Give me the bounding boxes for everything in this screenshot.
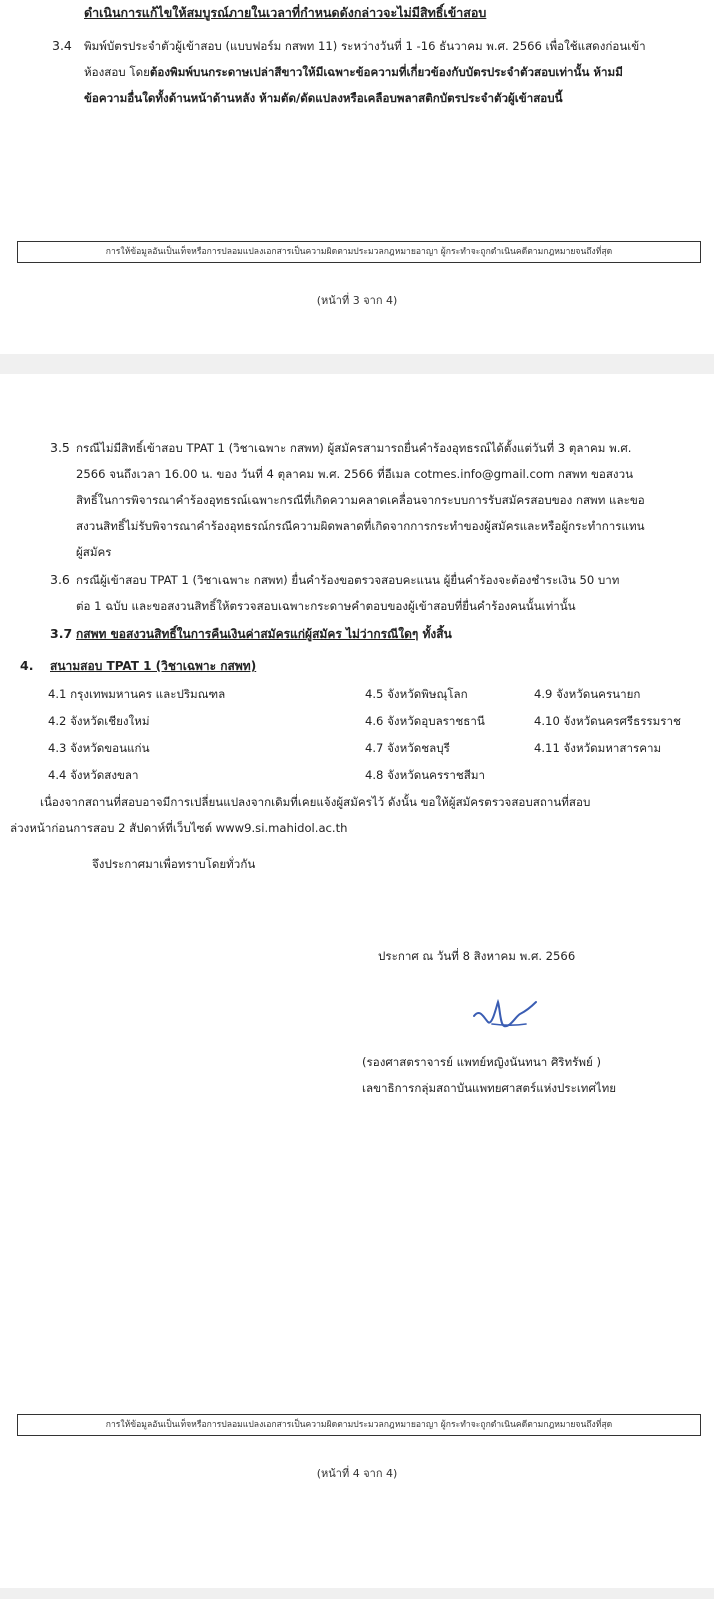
announcement-date: ประกาศ ณ วันที่ 8 สิงหาคม พ.ศ. 2566 [378,949,576,963]
item-3-4-line2-bold: ต้องพิมพ์บนกระดาษเปล่าสีขาวให้มีเฉพาะข้อความที่เกี่ยวข้องกับบัตรประจำตัวสอบเท่านั้น ห้ามมี [149,65,623,79]
document-page-3 [0,0,714,354]
venue-4-6: 4.6 จังหวัดอุบลราชธานี [365,714,485,728]
item-3-7-line [76,624,452,644]
item-3-5-line1: กรณีไม่มีสิทธิ์เข้าสอบ TPAT 1 (วิชาเฉพาะ กสพท) ผู้สมัครสามารถยื่นคำร้องอุทธรณ์ได้ตั้งแต่วันที่ 3 ตุลาคม พ.ศ. [76,441,632,455]
document-page-4 [0,374,714,1588]
item-3-4-line2 [84,62,623,82]
section-4-title: สนามสอบ TPAT 1 (วิชาเฉพาะ กสพท) [50,659,257,673]
section-4-number: 4. [20,658,34,673]
item-3-5-number: 3.5 [50,440,70,455]
item-3-7-number: 3.7 [50,626,73,641]
item-3-4-line1: พิมพ์บัตรประจำตัวผู้เข้าสอบ (แบบฟอร์ม กสพท 11) ระหว่างวันที่ 1 -16 ธันวาคม พ.ศ. 2566 เพื่อใช้แสดงก่อนเข้า [84,39,646,53]
venue-4-5: 4.5 จังหวัดพิษณุโลก [365,687,468,701]
item-3-6-line2: ต่อ 1 ฉบับ และขอสงวนสิทธิ์ให้ตรวจสอบเฉพาะกระดาษคำตอบของผู้เข้าสอบที่ยื่นคำร้องคนนั้นเท่านั้น [76,599,576,613]
page-number: (หน้าที่ 3 จาก 4) [316,294,398,307]
item-3-5-line2: 2566 จนถึงเวลา 16.00 น. ของ วันที่ 4 ตุลาคม พ.ศ. 2566 ที่อีเมล cotmes.info@gmail.com กสพท ขอสงวน [76,467,634,481]
venue-note-line2: ล่วงหน้าก่อนการสอบ 2 สัปดาห์ที่เว็บไซต์ www9.si.mahidol.ac.th [10,821,348,835]
venue-4-1: 4.1 กรุงเทพมหานคร และปริมณฑล [48,687,226,701]
legal-warning-box: การให้ข้อมูลอันเป็นเท็จหรือการปลอมแปลงเอกสารเป็นความผิดตามประมวลกฎหมายอาญา ผู้กระทำจะถูกดำเนินคดีตามกฎหมายจนถึงที่สุด [17,1414,701,1436]
venue-4-3: 4.3 จังหวัดขอนแก่น [48,741,150,755]
item-3-4-line3: ข้อความอื่นใดทั้งด้านหน้าด้านหลัง ห้ามตัด/ดัดแปลงหรือเคลือบพลาสติกบัตรประจำตัวผู้เข้าสอบนี้ [84,91,563,105]
item-3-6-number: 3.6 [50,572,70,587]
page3-top-line: ดำเนินการแก้ไขให้สมบูรณ์ภายในเวลาที่กำหนดดังกล่าวจะไม่มีสิทธิ์เข้าสอบ [84,5,487,20]
venue-4-7: 4.7 จังหวัดชลบุรี [365,741,450,755]
announcement-line: จึงประกาศมาเพื่อทราบโดยทั่วกัน [92,857,256,871]
item-3-5-line4: สงวนสิทธิ์ไม่รับพิจารณาคำร้องอุทธรณ์กรณีความผิดพลาดที่เกิดจากการกระทำของผู้สมัครและหรือผู้กระทำการแทน [76,519,645,533]
item-3-5-line3: สิทธิ์ในการพิจารณาคำร้องอุทธรณ์เฉพาะกรณีที่เกิดความคลาดเคลื่อนจากระบบการรับสมัครสอบของ กสพท และขอ [76,493,645,507]
item-3-7-tail: ทั้งสิ้น [418,627,452,641]
legal-warning-box: การให้ข้อมูลอันเป็นเท็จหรือการปลอมแปลงเอกสารเป็นความผิดตามประมวลกฎหมายอาญา ผู้กระทำจะถูกดำเนินคดีตามกฎหมายจนถึงที่สุด [17,241,701,263]
venue-4-8: 4.8 จังหวัดนครราชสีมา [365,768,486,782]
venue-4-9: 4.9 จังหวัดนครนายก [534,687,641,701]
item-3-5-line5: ผู้สมัคร [76,545,112,559]
signer-name: (รองศาสตราจารย์ แพทย์หญิงนันทนา ศิริทรัพย์ ) [362,1055,602,1069]
venue-note-line1: เนื่องจากสถานที่สอบอาจมีการเปลี่ยนแปลงจากเดิมที่เคยแจ้งผู้สมัครไว้ ดังนั้น ขอให้ผู้สมัครตรวจสอบสถานที่สอบ [40,795,591,809]
item-3-4-line2-plain: ห้องสอบ โดย [84,65,150,79]
venue-4-2: 4.2 จังหวัดเชียงใหม่ [48,714,150,728]
venue-4-4: 4.4 จังหวัดสงขลา [48,768,139,782]
item-3-6-line1: กรณีผู้เข้าสอบ TPAT 1 (วิชาเฉพาะ กสพท) ยื่นคำร้องขอตรวจสอบคะแนน ผู้ยื่นคำร้องจะต้องชำระเงิน 50 บาท [76,573,620,587]
venue-4-11: 4.11 จังหวัดมหาสารคาม [534,741,662,755]
item-3-4-number: 3.4 [52,38,72,53]
page-number: (หน้าที่ 4 จาก 4) [316,1467,398,1480]
signer-title: เลขาธิการกลุ่มสถาบันแพทยศาสตร์แห่งประเทศไทย [362,1081,617,1095]
signature-icon [470,994,540,1036]
item-3-7-text: กสพท ขอสงวนสิทธิ์ในการคืนเงินค่าสมัครแก่ผู้สมัคร ไม่ว่ากรณีใดๆ [76,627,419,641]
venue-4-10: 4.10 จังหวัดนครศรีธรรมราช [534,714,681,728]
